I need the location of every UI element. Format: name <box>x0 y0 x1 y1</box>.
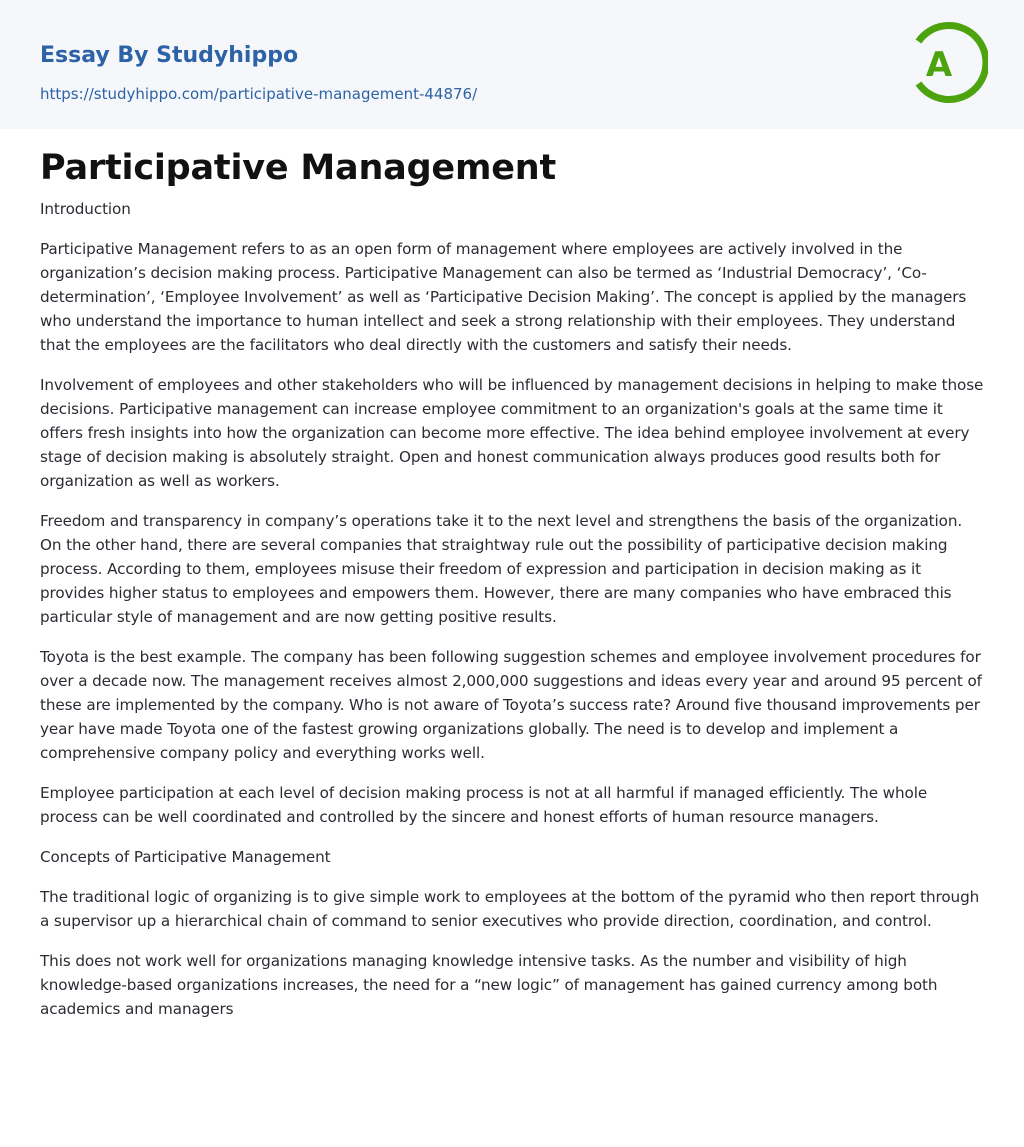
section-heading-concepts: Concepts of Participative Management <box>40 848 331 866</box>
site-header <box>0 0 1024 129</box>
essay-paragraph: Toyota is the best example. The company has been following suggestion schemes and employee involvement procedures for over a decade now. The management receives almost 2,000,000 suggestions and ideas every year and around 95 percent of these are implemented by the company. Who is not aware of Toyota’s success rate? Around five thousand improvements per year have made Toyota one of the fastest growing organizations globally. The need is to develop and implement a comprehensive company policy and everything works well. <box>40 648 982 762</box>
essay-paragraph: Participative Management refers to as an open form of management where employees are actively involved in the organization’s decision making process. Participative Management can also be termed as ‘Industrial Democracy’, ‘Co-determination’, ‘Employee Involvement’ as well as ‘Participative Decision Making’. The concept is applied by the managers who understand the importance to human intellect and seek a strong relationship with their employees. They understand that the employees are the facilitators who deal directly with the customers and satisfy their needs. <box>40 240 967 354</box>
page-title: Participative Management <box>40 148 557 188</box>
studyhippo-logo[interactable] <box>908 19 988 105</box>
essay-paragraph: This does not work well for organizations managing knowledge intensive tasks. As the number and visibility of high knowledge-based organizations increases, the need for a “new logic” of management has gained currency among both academics and managers <box>40 952 938 1018</box>
essay-paragraph: The traditional logic of organizing is to give simple work to employees at the bottom of the pyramid who then report through a supervisor up a hierarchical chain of command to senior executives who provide direction, coordination, and control. <box>40 888 980 930</box>
essay-paragraph: Involvement of employees and other stakeholders who will be influenced by management decisions in helping to make those decisions. Participative management can increase employee commitment to an organization's goals at the same time it offers fresh insights into how the organization can become more effective. The idea behind employee involvement at every stage of decision making is absolutely straight. Open and honest communication always produces good results both for organization as well as workers. <box>40 376 984 490</box>
essay-url-link[interactable]: https://studyhippo.com/participative-management-44876/ <box>40 85 478 103</box>
svg-text:A: A <box>925 45 953 85</box>
studyhippo-a-logo-icon <box>908 19 988 105</box>
site-title[interactable]: Essay By Studyhippo <box>40 43 299 68</box>
essay-paragraph: Employee participation at each level of decision making process is not at all harmful if managed efficiently. The whole process can be well coordinated and controlled by the sincere and honest efforts of human resource managers. <box>40 784 928 826</box>
essay-paragraph: Freedom and transparency in company’s operations take it to the next level and strengthens the basis of the organization. On the other hand, there are several companies that straightway rule out the possibility of participative decision making process. According to them, employees misuse their freedom of expression and participation in decision making as it provides higher status to employees and empowers them. However, there are many companies who have embraced this particular style of management and are now getting positive results. <box>40 512 963 626</box>
essay-body <box>40 197 984 1037</box>
section-heading-introduction: Introduction <box>40 200 131 218</box>
